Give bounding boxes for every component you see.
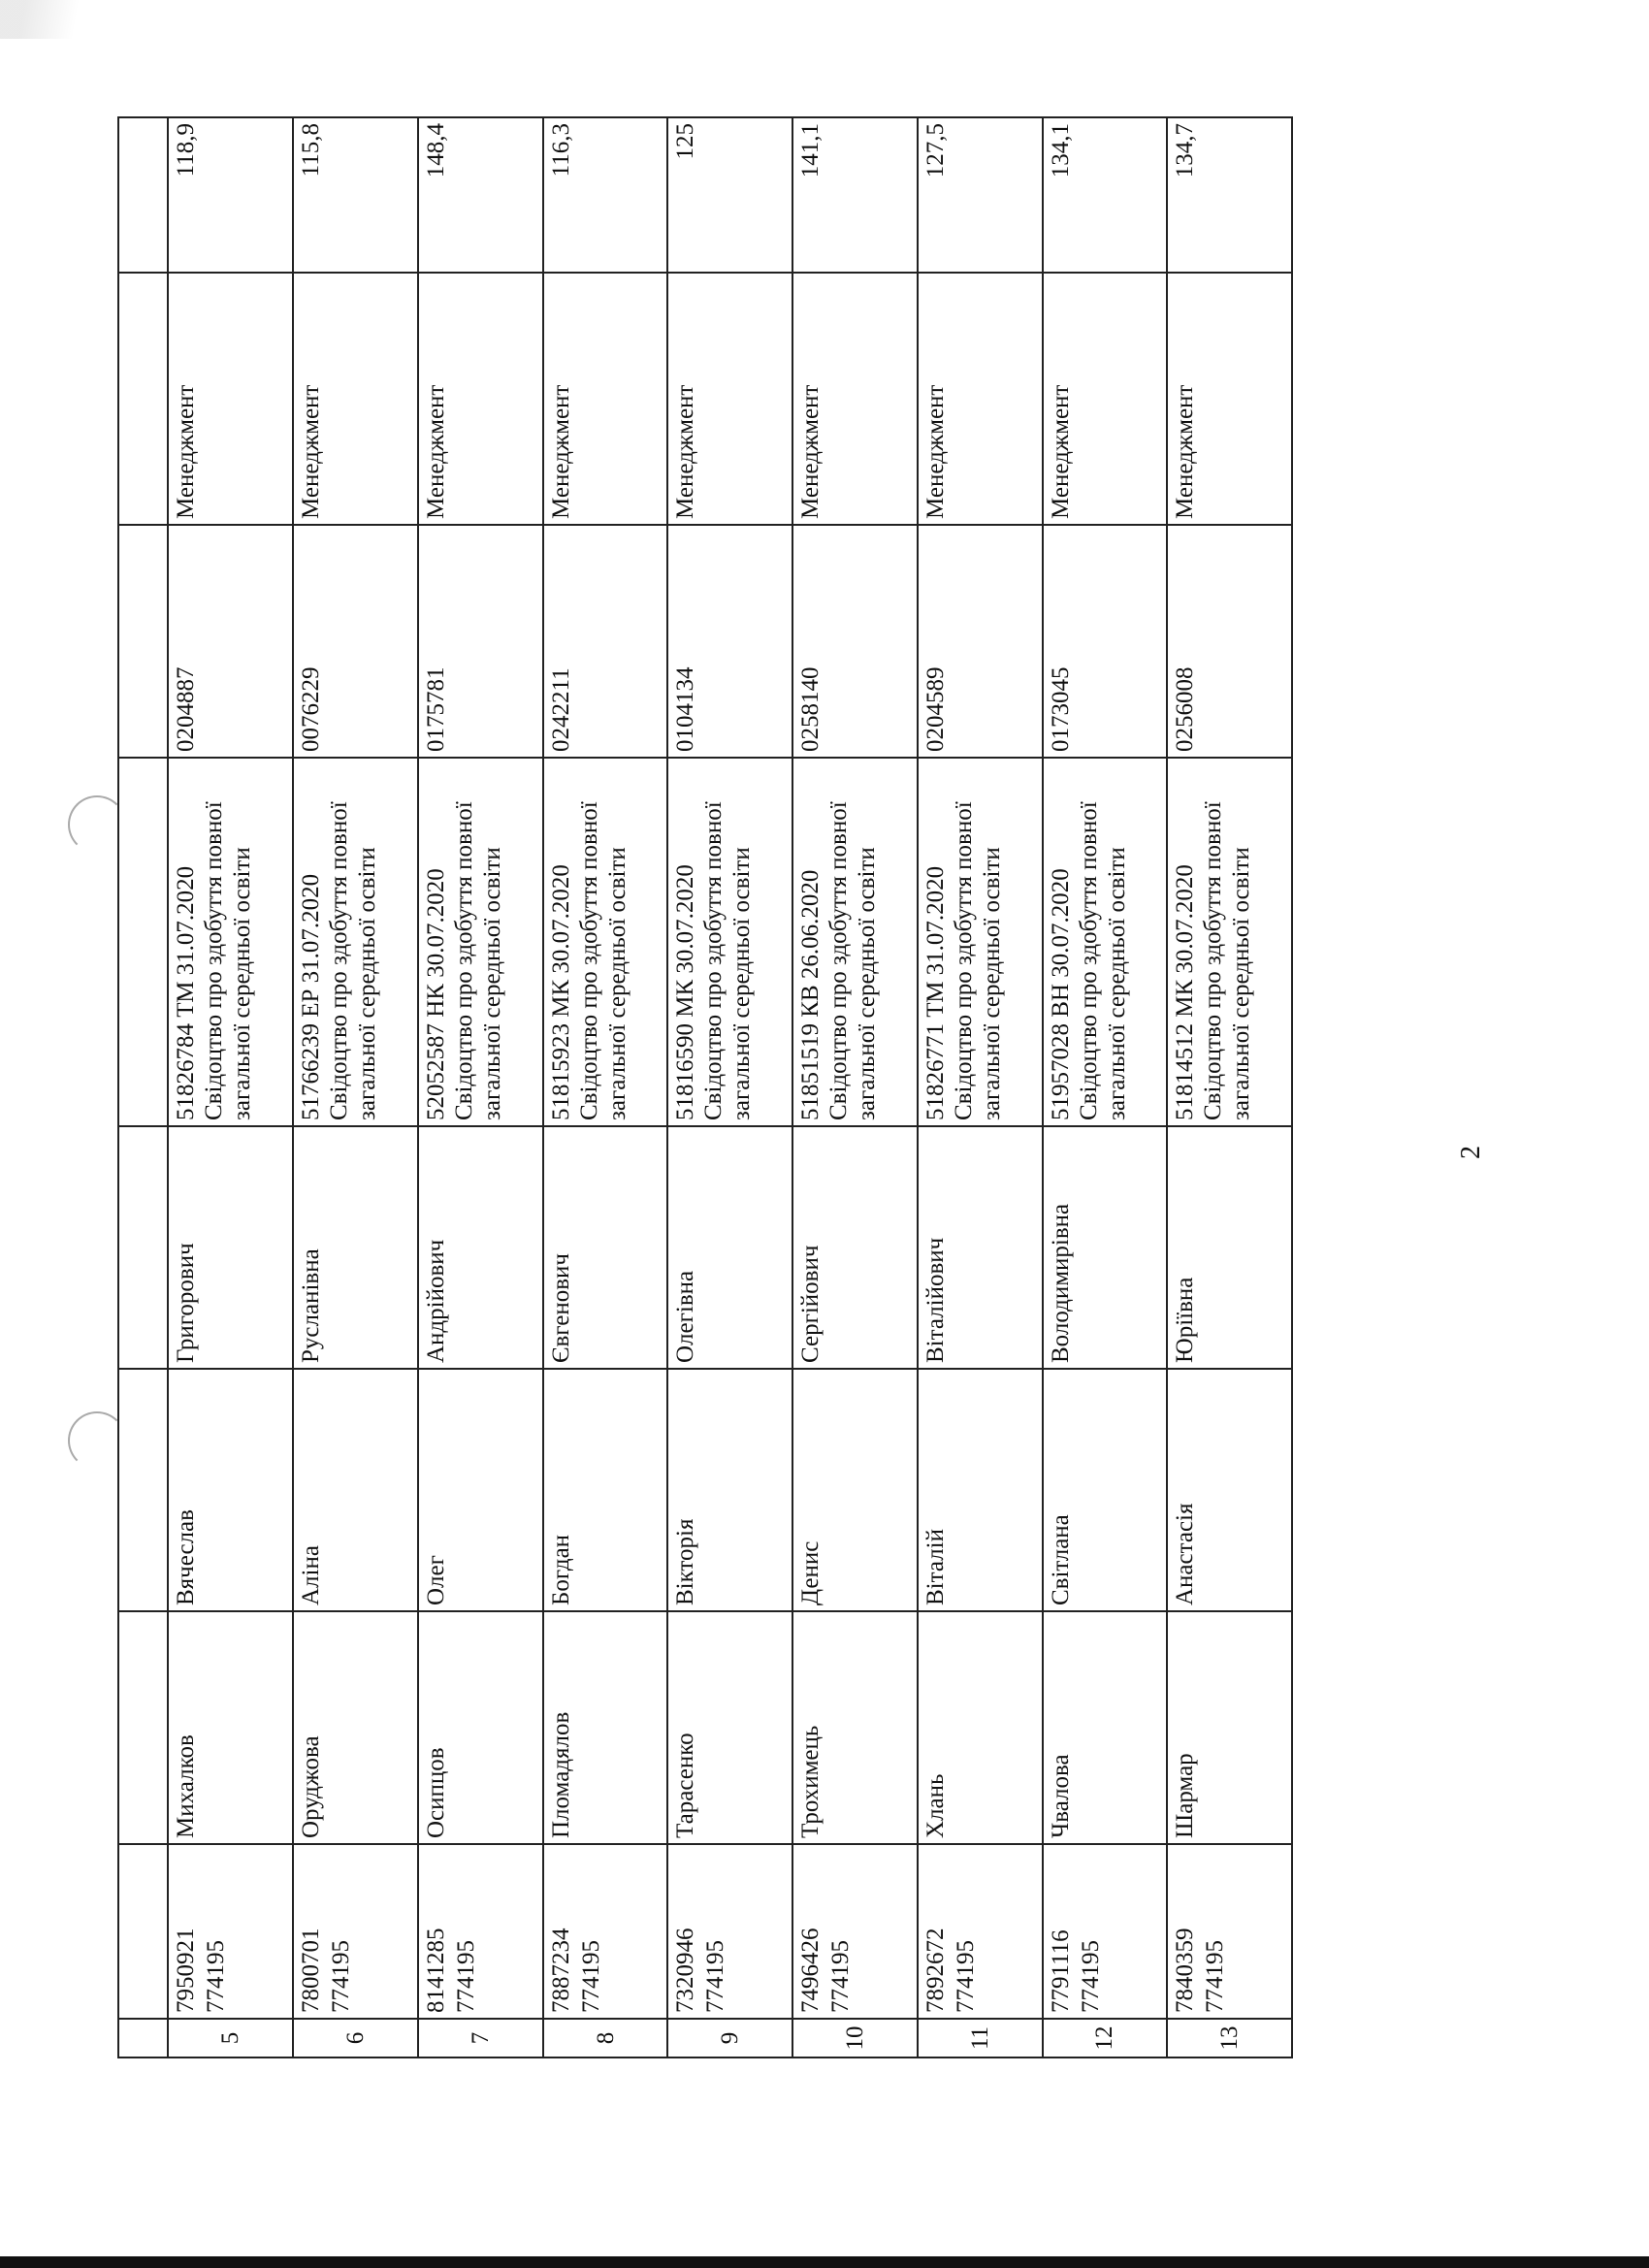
first-name: Вячеслав bbox=[173, 1509, 200, 1605]
first-name: Світлана bbox=[1047, 1514, 1074, 1605]
score: 148,4 bbox=[422, 123, 449, 178]
score-cell bbox=[1167, 117, 1292, 273]
surname: Осипцов bbox=[422, 1747, 449, 1838]
score-cell bbox=[418, 117, 543, 273]
applicant-id: 7840359 bbox=[1172, 1928, 1199, 2013]
patronymic: Сергійович bbox=[797, 1245, 824, 1363]
registration-number: 0104134 bbox=[672, 666, 699, 752]
score-cell bbox=[543, 117, 668, 273]
certificate: 51957028 ВН 30.07.2020 Свідоцтво про здобуття повної загальної середньої освіти bbox=[1047, 801, 1130, 1120]
table-row bbox=[1043, 117, 1168, 2057]
certificate-cell bbox=[667, 758, 792, 1126]
registration-number-cell bbox=[1167, 525, 1292, 758]
surname: Хлань bbox=[922, 1773, 949, 1838]
registration-number-cell bbox=[418, 525, 543, 758]
table-top-edge-row bbox=[118, 117, 168, 2057]
applicant-id-cell bbox=[918, 1844, 1043, 2019]
first-name-cell bbox=[1167, 1369, 1292, 1611]
table-row bbox=[543, 117, 668, 2057]
score: 127,5 bbox=[922, 123, 949, 178]
row-number-cell bbox=[792, 2019, 918, 2057]
applicants-table bbox=[117, 116, 1293, 2058]
score: 134,7 bbox=[1172, 123, 1199, 178]
specialty: Менеджмент bbox=[547, 384, 574, 519]
table-row bbox=[168, 117, 293, 2057]
surname-cell bbox=[1167, 1611, 1292, 1844]
row-number-cell bbox=[168, 2019, 293, 2057]
surname: Пломадялов bbox=[547, 1711, 574, 1838]
applicant-id-cell bbox=[543, 1844, 668, 2019]
applicant-id-cell bbox=[792, 1844, 918, 2019]
applicant-id: 8141285 bbox=[422, 1928, 449, 2013]
specialty: Менеджмент bbox=[1172, 384, 1199, 519]
row-number: 7 bbox=[467, 2031, 494, 2045]
registration-number-cell bbox=[667, 525, 792, 758]
first-name-cell bbox=[667, 1369, 792, 1611]
specialty-cell bbox=[543, 273, 668, 525]
row-number: 13 bbox=[1216, 2025, 1244, 2051]
row-number: 12 bbox=[1091, 2025, 1118, 2051]
patronymic: Олегівна bbox=[672, 1270, 699, 1363]
surname: Чвалова bbox=[1047, 1754, 1074, 1838]
rotated-table-container bbox=[117, 118, 1293, 2058]
certificate: 51851519 КВ 26.06.2020 Свідоцтво про здобуття повної загальної середньої освіти bbox=[797, 801, 881, 1120]
surname-cell bbox=[918, 1611, 1043, 1844]
applicant-id-cell bbox=[667, 1844, 792, 2019]
first-name: Віталій bbox=[922, 1529, 949, 1605]
registration-number-cell bbox=[1043, 525, 1168, 758]
patronymic: Русланівна bbox=[298, 1248, 325, 1363]
row-number: 8 bbox=[592, 2031, 619, 2045]
registration-number-cell bbox=[918, 525, 1043, 758]
application-code: 774195 bbox=[203, 1940, 230, 2013]
applicant-id-cell bbox=[418, 1844, 543, 2019]
row-number-cell bbox=[543, 2019, 668, 2057]
application-code: 774195 bbox=[702, 1940, 729, 2013]
applicant-id: 7892672 bbox=[922, 1928, 949, 2013]
score: 141,1 bbox=[797, 123, 824, 178]
table-body bbox=[118, 117, 1292, 2057]
score: 116,3 bbox=[547, 123, 574, 178]
patronymic-cell bbox=[1167, 1126, 1292, 1369]
surname-cell bbox=[293, 1611, 418, 1844]
surname: Тарасенко bbox=[672, 1733, 699, 1838]
certificate: 52052587 НК 30.07.2020 Свідоцтво про здобуття повної загальної середньої освіти bbox=[422, 801, 505, 1120]
patronymic: Володимирівна bbox=[1047, 1203, 1074, 1363]
row-number: 6 bbox=[342, 2031, 370, 2045]
certificate-cell bbox=[792, 758, 918, 1126]
first-name-cell bbox=[1043, 1369, 1168, 1611]
specialty: Менеджмент bbox=[922, 384, 949, 519]
registration-number: 0173045 bbox=[1047, 666, 1074, 752]
row-number-cell bbox=[418, 2019, 543, 2057]
patronymic: Віталійович bbox=[922, 1237, 949, 1363]
specialty-cell bbox=[1167, 273, 1292, 525]
surname-cell bbox=[1043, 1611, 1168, 1844]
first-name-cell bbox=[293, 1369, 418, 1611]
patronymic-cell bbox=[168, 1126, 293, 1369]
applicant-id: 7800701 bbox=[298, 1928, 325, 2013]
registration-number: 0258140 bbox=[797, 666, 824, 752]
certificate-cell bbox=[543, 758, 668, 1126]
applicant-id: 7887234 bbox=[547, 1928, 574, 2013]
score-cell bbox=[792, 117, 918, 273]
specialty-cell bbox=[1043, 273, 1168, 525]
specialty: Менеджмент bbox=[422, 384, 449, 519]
table-row bbox=[293, 117, 418, 2057]
certificate: 51826784 ТМ 31.07.2020 Свідоцтво про здобуття повної загальної середньої освіти bbox=[173, 801, 256, 1120]
applicant-id: 7791116 bbox=[1047, 1929, 1074, 2013]
first-name-cell bbox=[792, 1369, 918, 1611]
certificate: 51815923 МК 30.07.2020 Свідоцтво про здобуття повної загальної середньої освіти bbox=[547, 801, 630, 1120]
application-code: 774195 bbox=[952, 1940, 979, 2013]
score-cell bbox=[667, 117, 792, 273]
surname: Шармар bbox=[1172, 1753, 1199, 1838]
registration-number-cell bbox=[792, 525, 918, 758]
certificate-cell bbox=[168, 758, 293, 1126]
patronymic-cell bbox=[418, 1126, 543, 1369]
row-number: 10 bbox=[841, 2025, 868, 2051]
scan-bottom-edge bbox=[0, 2256, 1649, 2268]
patronymic-cell bbox=[918, 1126, 1043, 1369]
surname: Трохимець bbox=[797, 1725, 824, 1838]
specialty: Менеджмент bbox=[672, 384, 699, 519]
applicant-id-cell bbox=[168, 1844, 293, 2019]
first-name-cell bbox=[418, 1369, 543, 1611]
application-code: 774195 bbox=[1077, 1940, 1104, 2013]
surname-cell bbox=[667, 1611, 792, 1844]
specialty: Менеджмент bbox=[173, 384, 200, 519]
specialty-cell bbox=[792, 273, 918, 525]
first-name: Богдан bbox=[547, 1534, 574, 1605]
patronymic: Юріївна bbox=[1172, 1277, 1199, 1363]
patronymic-cell bbox=[667, 1126, 792, 1369]
registration-number: 0076229 bbox=[298, 666, 325, 752]
applicant-id: 7950921 bbox=[173, 1928, 200, 2013]
applicant-id-cell bbox=[1043, 1844, 1168, 2019]
table-row bbox=[418, 117, 543, 2057]
first-name: Аліна bbox=[298, 1545, 325, 1605]
first-name: Олег bbox=[422, 1555, 449, 1605]
specialty: Менеджмент bbox=[797, 384, 824, 519]
patronymic-cell bbox=[293, 1126, 418, 1369]
score-cell bbox=[1043, 117, 1168, 273]
certificate-cell bbox=[1167, 758, 1292, 1126]
table-row bbox=[792, 117, 918, 2057]
applicant-id-cell bbox=[1167, 1844, 1292, 2019]
registration-number-cell bbox=[168, 525, 293, 758]
patronymic: Григорович bbox=[173, 1243, 200, 1363]
first-name-cell bbox=[918, 1369, 1043, 1611]
row-number: 5 bbox=[217, 2031, 244, 2045]
registration-number: 0242211 bbox=[547, 667, 574, 752]
table-row bbox=[918, 117, 1043, 2057]
patronymic: Євгенович bbox=[547, 1253, 574, 1363]
certificate-cell bbox=[1043, 758, 1168, 1126]
score-cell bbox=[918, 117, 1043, 273]
specialty-cell bbox=[418, 273, 543, 525]
score: 125 bbox=[672, 123, 699, 160]
first-name-cell bbox=[168, 1369, 293, 1611]
scan-artifact bbox=[0, 0, 126, 39]
first-name: Денис bbox=[797, 1540, 824, 1605]
surname-cell bbox=[543, 1611, 668, 1844]
score: 134,1 bbox=[1047, 123, 1074, 178]
specialty-cell bbox=[293, 273, 418, 525]
specialty-cell bbox=[667, 273, 792, 525]
patronymic-cell bbox=[792, 1126, 918, 1369]
application-code: 774195 bbox=[328, 1940, 355, 2013]
applicant-id-cell bbox=[293, 1844, 418, 2019]
row-number-cell bbox=[667, 2019, 792, 2057]
certificate: 51826771 ТМ 31.07.2020 Свідоцтво про здобуття повної загальної середньої освіти bbox=[922, 801, 1005, 1120]
specialty: Менеджмент bbox=[1047, 384, 1074, 519]
row-number: 9 bbox=[717, 2031, 744, 2045]
page-number: 2 bbox=[1456, 1146, 1486, 1159]
table-row bbox=[667, 117, 792, 2057]
score-cell bbox=[168, 117, 293, 273]
specialty-cell bbox=[918, 273, 1043, 525]
surname: Оруджова bbox=[298, 1735, 325, 1838]
table-row bbox=[1167, 117, 1292, 2057]
application-code: 774195 bbox=[577, 1940, 604, 2013]
registration-number-cell bbox=[543, 525, 668, 758]
application-code: 774195 bbox=[452, 1940, 479, 2013]
surname-cell bbox=[168, 1611, 293, 1844]
specialty: Менеджмент bbox=[298, 384, 325, 519]
row-number-cell bbox=[1167, 2019, 1292, 2057]
certificate-cell bbox=[918, 758, 1043, 1126]
surname: Михалков bbox=[173, 1734, 200, 1838]
applicant-id: 7496426 bbox=[797, 1928, 824, 2013]
application-code: 774195 bbox=[827, 1940, 855, 2013]
certificate: 51814512 МК 30.07.2020 Свідоцтво про здобуття повної загальної середньої освіти bbox=[1172, 801, 1255, 1120]
row-number-cell bbox=[1043, 2019, 1168, 2057]
registration-number: 0256008 bbox=[1172, 666, 1199, 752]
surname-cell bbox=[418, 1611, 543, 1844]
first-name: Вікторія bbox=[672, 1518, 699, 1605]
patronymic-cell bbox=[1043, 1126, 1168, 1369]
specialty-cell bbox=[168, 273, 293, 525]
registration-number: 0175781 bbox=[422, 666, 449, 752]
score: 115,8 bbox=[298, 123, 325, 178]
applicant-id: 7320946 bbox=[672, 1928, 699, 2013]
certificate: 51816590 МК 30.07.2020 Свідоцтво про здобуття повної загальної середньої освіти bbox=[672, 801, 756, 1120]
score: 118,9 bbox=[173, 123, 200, 178]
row-number-cell bbox=[918, 2019, 1043, 2057]
certificate-cell bbox=[293, 758, 418, 1126]
first-name: Анастасія bbox=[1172, 1503, 1199, 1605]
registration-number: 0204589 bbox=[922, 666, 949, 752]
score-cell bbox=[293, 117, 418, 273]
registration-number-cell bbox=[293, 525, 418, 758]
row-number: 11 bbox=[966, 2025, 993, 2051]
registration-number: 0204887 bbox=[173, 666, 200, 752]
row-number-cell bbox=[293, 2019, 418, 2057]
application-code: 774195 bbox=[1202, 1940, 1229, 2013]
patronymic: Андрійович bbox=[422, 1239, 449, 1363]
surname-cell bbox=[792, 1611, 918, 1844]
certificate: 51766239 ЕР 31.07.2020 Свідоцтво про здобуття повної загальної середньої освіти bbox=[298, 801, 381, 1120]
patronymic-cell bbox=[543, 1126, 668, 1369]
first-name-cell bbox=[543, 1369, 668, 1611]
certificate-cell bbox=[418, 758, 543, 1126]
